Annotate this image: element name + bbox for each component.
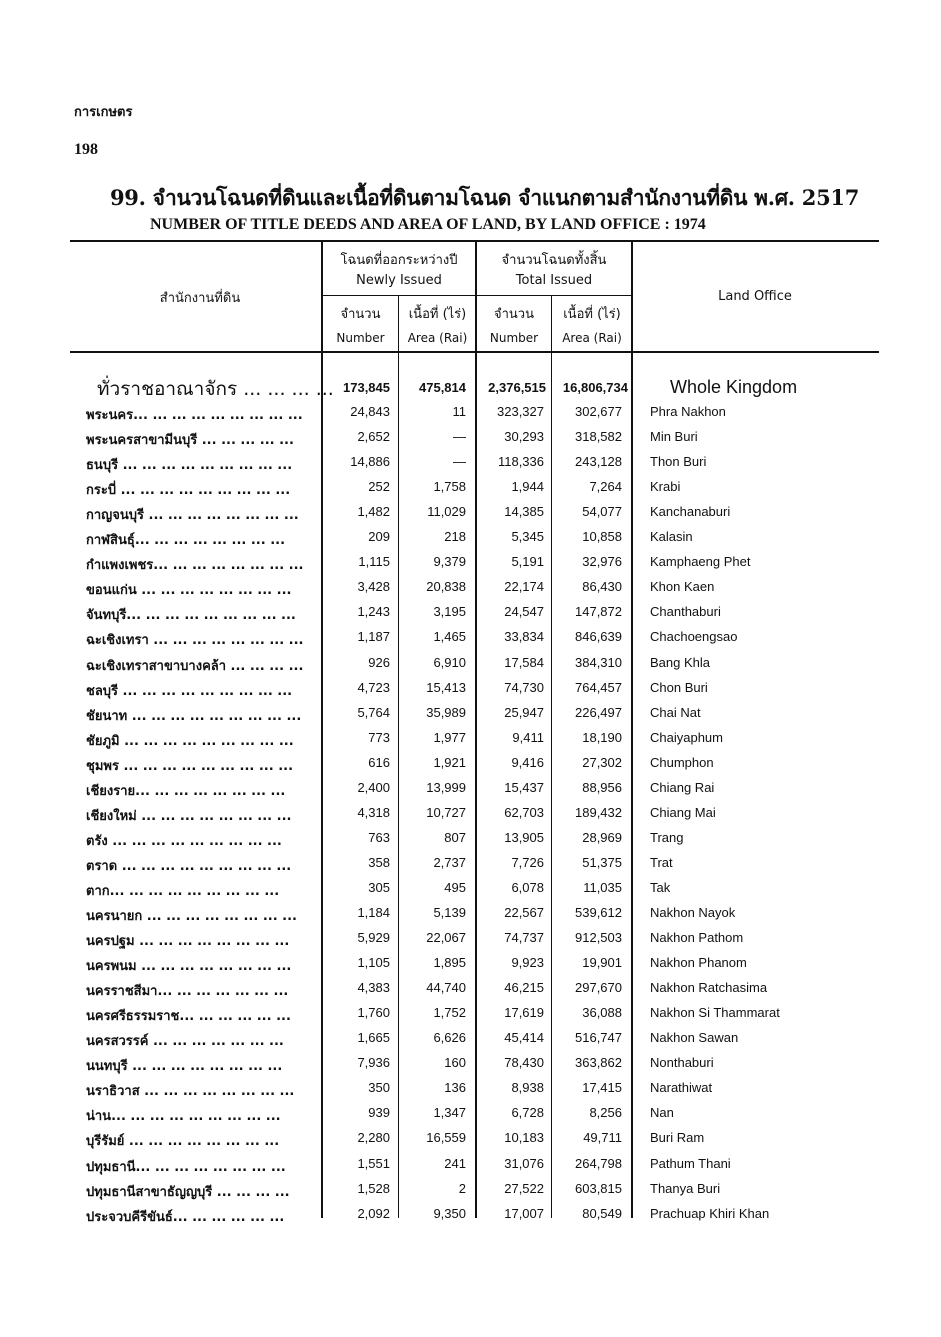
table-row: [0, 475, 941, 500]
new-number: 24,843: [350, 404, 390, 419]
office-name-thai: ปทุมธานีสาขาธัญญบุรี ... ... ... ...: [86, 1184, 290, 1200]
new-number: 5,764: [357, 704, 390, 720]
new-number: 1,105: [357, 955, 390, 971]
total-number: 9,416: [511, 754, 544, 770]
office-name-thai: ตาก... ... ... ... ... ... ... ... ...: [86, 883, 280, 899]
table-row: [0, 550, 941, 575]
new-area: 15,413: [426, 679, 466, 695]
total-number: 7,726: [511, 854, 544, 870]
table-row: [0, 1101, 941, 1126]
new-number: 305: [368, 879, 390, 895]
office-name-english: Nakhon Ratchasima: [650, 980, 768, 996]
header-total-thai: จำนวนโฉนดทั้งสิ้น: [501, 253, 607, 268]
office-name-thai: นครสวรรค์ ... ... ... ... ... ... ...: [86, 1034, 284, 1050]
new-area: 11: [452, 404, 466, 419]
header-total-english: Total Issued: [515, 273, 593, 288]
group-divider-rule: [322, 295, 632, 296]
office-name-thai: นครนายก ... ... ... ... ... ... ... ...: [86, 909, 297, 924]
new-number: 350: [368, 1080, 390, 1096]
new-number: 1,243: [357, 604, 390, 620]
total-area: 147,872: [575, 604, 622, 620]
total-area: 7,264: [589, 479, 622, 495]
table-row: [0, 1026, 941, 1051]
office-name-english: Nakhon Nayok: [650, 905, 736, 920]
new-area: 1,895: [433, 955, 466, 971]
table-row: [0, 400, 941, 425]
office-name-thai: จันทบุรี... ... ... ... ... ... ... ... ...: [86, 608, 296, 624]
total-area: 86,430: [582, 579, 622, 595]
office-name-english: Chumphon: [650, 754, 714, 770]
table-row: [0, 801, 941, 826]
new-number: 5,929: [357, 930, 390, 946]
total-number: 5,345: [511, 529, 544, 545]
total-number: 9,923: [511, 955, 544, 971]
total-area: 18,190: [582, 729, 622, 745]
new-area: —: [453, 454, 466, 470]
office-name-thai: ตรัง ... ... ... ... ... ... ... ... ...: [86, 833, 282, 849]
total-area: 8,256: [589, 1105, 622, 1121]
new-area: 22,067: [426, 930, 466, 946]
new-area: 9,350: [433, 1205, 466, 1221]
office-name-thai: น่าน... ... ... ... ... ... ... ... ...: [86, 1109, 281, 1125]
total-total-number: 2,376,515: [488, 380, 546, 395]
total-area: 264,798: [575, 1155, 622, 1171]
header-total-number-english: Number: [489, 331, 539, 345]
table-row: [0, 1152, 941, 1177]
office-name-english: Nonthaburi: [650, 1055, 714, 1071]
total-area: 88,956: [582, 779, 622, 795]
total-area: 846,639: [575, 629, 622, 645]
table-row: [0, 826, 941, 851]
total-number: 22,174: [504, 579, 544, 595]
office-name-english: Phra Nakhon: [650, 404, 726, 419]
total-area: 318,582: [575, 429, 622, 445]
table-row: [0, 651, 941, 676]
office-name-thai: กระบี่ ... ... ... ... ... ... ... ... ...: [86, 483, 291, 499]
office-name-english: Trat: [650, 854, 673, 870]
table-row: [0, 525, 941, 550]
total-number: 78,430: [504, 1055, 544, 1071]
total-number: 15,437: [504, 779, 544, 795]
total-number: 25,947: [504, 704, 544, 720]
table-row: [0, 575, 941, 600]
office-name-thai: ชลบุรี ... ... ... ... ... ... ... ... ...: [86, 683, 293, 699]
new-area: 136: [444, 1080, 466, 1096]
total-number: 74,730: [504, 679, 544, 695]
total-area: 17,415: [582, 1080, 622, 1096]
office-name-thai: ปทุมธานี... ... ... ... ... ... ... ...: [86, 1159, 286, 1175]
header-new-number-english: Number: [336, 331, 385, 345]
new-area: 1,347: [433, 1105, 466, 1121]
office-name-english: Nakhon Phanom: [650, 955, 747, 971]
office-name-thai: เชียงใหม่ ... ... ... ... ... ... ... ...: [86, 808, 292, 824]
total-label-thai: ทั่วราชอาณาจักร ... ... ... ...: [97, 378, 334, 400]
office-name-thai: ชัยภูมิ ... ... ... ... ... ... ... ... ...: [86, 733, 294, 749]
new-area: 2: [458, 1180, 466, 1196]
office-name-english: Bang Khla: [650, 654, 710, 670]
new-number: 1,528: [357, 1180, 390, 1196]
total-area: 28,969: [582, 829, 622, 845]
office-name-thai: เชียงราย... ... ... ... ... ... ... ...: [86, 783, 286, 799]
office-name-thai: กำแพงเพชร... ... ... ... ... ... ... ...: [86, 558, 304, 574]
table-row: [0, 1076, 941, 1101]
office-name-english: Min Buri: [650, 429, 698, 445]
office-name-english: Tak: [650, 879, 671, 895]
new-number: 763: [368, 829, 390, 845]
total-area: 243,128: [575, 454, 622, 470]
table-row: [0, 726, 941, 751]
table-row: [0, 701, 941, 726]
office-name-english: Nakhon Pathom: [650, 930, 744, 946]
page-number: 198: [74, 141, 98, 158]
total-area: 80,549: [582, 1205, 622, 1221]
office-name-english: Thanya Buri: [650, 1180, 721, 1196]
header-new-area-thai: เนื้อที่ (ไร่): [408, 307, 467, 322]
total-total-area: 16,806,734: [562, 380, 628, 395]
table-row: [0, 1051, 941, 1076]
office-name-english: Chanthaburi: [650, 604, 721, 620]
total-number: 27,522: [504, 1180, 544, 1196]
new-area: 1,921: [433, 754, 466, 770]
new-number: 1,184: [357, 905, 390, 920]
total-number: 30,293: [504, 429, 544, 445]
new-area: 13,999: [426, 779, 466, 795]
total-number: 24,547: [504, 604, 544, 620]
new-number: 7,936: [357, 1055, 390, 1071]
total-area: 49,711: [583, 1130, 622, 1146]
new-number: 209: [368, 529, 390, 545]
new-number: 1,760: [357, 1005, 390, 1021]
total-area: 226,497: [575, 704, 622, 720]
total-area: 11,035: [583, 879, 622, 895]
total-area: 764,457: [575, 679, 622, 695]
office-name-english: Chiang Rai: [650, 779, 715, 795]
header-total-number-thai: จำนวน: [494, 307, 534, 322]
table-title-thai: 99. จำนวนโฉนดที่ดินและเนื้อที่ดินตามโฉนด จำแนกตามสำนักงานที่ดิน พ.ศ. 2517: [110, 185, 860, 210]
total-area: 302,677: [575, 404, 622, 419]
total-number: 46,215: [504, 980, 544, 996]
new-number: 939: [368, 1105, 390, 1121]
office-name-thai: พระนคร... ... ... ... ... ... ... ... ...: [86, 408, 303, 423]
header-office-thai: สำนักงานที่ดิน: [159, 291, 241, 306]
new-number: 358: [368, 854, 390, 870]
total-number: 22,567: [504, 905, 544, 920]
total-area: 603,815: [575, 1180, 622, 1196]
table-row: [0, 1126, 941, 1151]
new-number: 773: [368, 729, 390, 745]
table-row: [0, 876, 941, 901]
table-row: [0, 976, 941, 1001]
table-row: [0, 751, 941, 776]
office-name-thai: นครพนม ... ... ... ... ... ... ... ...: [86, 959, 292, 975]
total-area: 384,310: [575, 654, 622, 670]
total-number: 17,619: [504, 1005, 544, 1021]
total-number: 74,737: [504, 930, 544, 946]
total-number: 33,834: [504, 629, 544, 645]
new-number: 4,383: [357, 980, 390, 996]
office-name-english: Kanchanaburi: [650, 504, 731, 520]
table-row: [0, 1177, 941, 1202]
table-row: [0, 676, 941, 701]
new-number: 252: [368, 479, 390, 495]
office-name-thai: ฉะเชิงเทรา ... ... ... ... ... ... ... ...: [86, 633, 304, 649]
office-name-english: Nan: [650, 1105, 674, 1121]
new-area: 218: [444, 529, 466, 545]
new-area: 241: [444, 1155, 466, 1171]
new-area: 5,139: [433, 905, 466, 920]
table-row: [0, 625, 941, 650]
total-number: 13,905: [504, 829, 544, 845]
total-area: 32,976: [582, 554, 622, 570]
office-name-english: Trang: [650, 829, 684, 845]
new-area: 3,195: [433, 604, 466, 620]
total-area: 10,858: [582, 529, 622, 545]
office-name-thai: ฉะเชิงเทราสาขาบางคล้า ... ... ... ...: [86, 658, 304, 674]
office-name-english: Thon Buri: [650, 454, 707, 470]
total-number: 118,336: [497, 454, 544, 470]
total-number: 6,728: [511, 1105, 544, 1121]
new-area: 20,838: [426, 579, 466, 595]
total-number: 31,076: [504, 1155, 544, 1171]
office-name-english: Chai Nat: [650, 704, 701, 720]
total-area: 363,862: [575, 1055, 622, 1071]
total-area: 539,612: [575, 905, 622, 920]
total-area: 36,088: [582, 1005, 622, 1021]
total-row: [0, 372, 941, 402]
total-number: 17,584: [504, 654, 544, 670]
running-head: การเกษตร: [74, 105, 133, 120]
new-number: 1,482: [357, 504, 390, 520]
table-row: [0, 1001, 941, 1026]
new-number: 1,187: [357, 629, 390, 645]
table-row: [0, 1202, 941, 1227]
new-area: 44,740: [426, 980, 466, 996]
new-area: 160: [444, 1055, 466, 1071]
office-name-english: Kalasin: [650, 529, 693, 545]
total-area: 912,503: [575, 930, 622, 946]
table-row: [0, 901, 941, 926]
total-area: 27,302: [582, 754, 622, 770]
new-number: 1,665: [357, 1030, 390, 1046]
new-area: 1,465: [433, 629, 466, 645]
office-name-english: Khon Kaen: [650, 579, 715, 595]
new-number: 2,280: [357, 1130, 390, 1146]
total-area: 54,077: [582, 504, 622, 520]
office-name-english: Krabi: [650, 479, 681, 495]
new-area: 6,910: [433, 654, 466, 670]
total-number: 14,385: [504, 504, 544, 520]
office-name-thai: ธนบุรี ... ... ... ... ... ... ... ... ...: [86, 458, 293, 474]
office-name-thai: กาญจนบุรี ... ... ... ... ... ... ... ...: [86, 508, 299, 524]
office-name-thai: ชุมพร ... ... ... ... ... ... ... ... ...: [86, 758, 294, 774]
new-number: 2,092: [357, 1205, 390, 1221]
office-name-thai: นครปฐม ... ... ... ... ... ... ... ...: [86, 934, 290, 950]
office-name-thai: นครศรีธรรมราช... ... ... ... ... ...: [86, 1009, 291, 1025]
table-row: [0, 425, 941, 450]
total-number: 1,944: [511, 479, 544, 495]
table-row: [0, 951, 941, 976]
office-name-thai: ชัยนาท ... ... ... ... ... ... ... ... ...: [86, 708, 302, 724]
new-number: 2,652: [357, 429, 390, 445]
total-area: 189,432: [575, 804, 622, 820]
total-number: 5,191: [511, 554, 544, 570]
office-name-english: Chachoengsao: [650, 629, 738, 645]
new-area: —: [453, 429, 466, 445]
total-number: 8,938: [511, 1080, 544, 1096]
total-new-area: 475,814: [419, 380, 466, 395]
header-newly-english: Newly Issued: [356, 273, 442, 288]
office-name-english: Nakhon Sawan: [650, 1030, 739, 1046]
header-total-area-english: Area (Rai): [562, 331, 622, 345]
header-total-area-thai: เนื้อที่ (ไร่): [563, 307, 621, 322]
new-area: 1,977: [433, 729, 466, 745]
office-name-thai: นครราชสีมา... ... ... ... ... ... ...: [86, 984, 289, 1000]
new-area: 16,559: [426, 1130, 466, 1146]
office-name-thai: พระนครสาขามีนบุรี ... ... ... ... ...: [86, 433, 294, 449]
new-number: 14,886: [350, 454, 390, 470]
office-name-english: Chon Buri: [650, 679, 708, 695]
total-area: 51,375: [582, 854, 622, 870]
total-number: 6,078: [511, 879, 544, 895]
office-name-thai: นนทบุรี ... ... ... ... ... ... ... ...: [86, 1059, 283, 1075]
total-number: 17,007: [504, 1205, 544, 1221]
office-name-english: Narathiwat: [650, 1080, 713, 1096]
new-area: 10,727: [426, 804, 466, 820]
office-name-english: Chaiyaphum: [650, 729, 723, 745]
total-number: 10,183: [504, 1130, 544, 1146]
new-number: 4,318: [357, 804, 390, 820]
new-number: 3,428: [357, 579, 390, 595]
new-area: 807: [444, 829, 466, 845]
total-area: 297,670: [575, 980, 622, 996]
total-number: 323,327: [497, 404, 544, 419]
office-name-thai: นราธิวาส ... ... ... ... ... ... ... ...: [86, 1084, 295, 1100]
table-row: [0, 500, 941, 525]
office-name-english: Pathum Thani: [650, 1155, 731, 1171]
table-row: [0, 450, 941, 475]
office-name-english: Prachuap Khiri Khan: [650, 1205, 770, 1221]
new-area: 2,737: [433, 854, 466, 870]
header-new-number-thai: จำนวน: [340, 307, 381, 322]
total-label-english: Whole Kingdom: [670, 377, 798, 397]
new-area: 1,758: [433, 479, 466, 495]
new-number: 616: [368, 754, 390, 770]
new-number: 926: [368, 654, 390, 670]
table-title-english: NUMBER OF TITLE DEEDS AND AREA OF LAND, BY LAND OFFICE : 1974: [150, 216, 706, 233]
header-land-office: Land Office: [718, 289, 792, 304]
office-name-thai: ประจวบคีรีขันธ์... ... ... ... ... ...: [86, 1209, 285, 1225]
total-new-number: 173,845: [343, 380, 390, 395]
new-number: 1,551: [357, 1155, 390, 1171]
page-header: [74, 104, 132, 160]
table-row: [0, 776, 941, 801]
office-name-thai: บุรีรัมย์ ... ... ... ... ... ... ... ...: [86, 1134, 280, 1150]
new-area: 495: [444, 879, 466, 895]
total-number: 62,703: [504, 804, 544, 820]
table-row: [0, 851, 941, 876]
total-area: 516,747: [575, 1030, 622, 1046]
new-area: 6,626: [433, 1030, 466, 1046]
header-new-area-english: Area (Rai): [407, 331, 468, 345]
new-area: 1,752: [433, 1005, 466, 1021]
table-row: [0, 926, 941, 951]
new-area: 9,379: [433, 554, 466, 570]
office-name-english: Kamphaeng Phet: [650, 554, 751, 570]
table-row: [0, 600, 941, 625]
total-number: 45,414: [504, 1030, 544, 1046]
new-number: 2,400: [357, 779, 390, 795]
new-area: 35,989: [426, 704, 466, 720]
office-name-english: Nakhon Si Thammarat: [650, 1005, 780, 1021]
new-number: 4,723: [357, 679, 390, 695]
total-area: 19,901: [582, 955, 622, 971]
new-number: 1,115: [358, 554, 390, 570]
header-newly-thai: โฉนดที่ออกระหว่างปี: [340, 253, 458, 268]
new-area: 11,029: [427, 504, 466, 520]
office-name-thai: ตราด ... ... ... ... ... ... ... ... ...: [86, 858, 292, 874]
office-name-english: Chiang Mai: [650, 804, 716, 820]
office-name-english: Buri Ram: [650, 1130, 705, 1146]
total-number: 9,411: [512, 729, 544, 745]
office-name-thai: กาฬสินธุ์... ... ... ... ... ... ... ...: [86, 533, 286, 549]
office-name-thai: ขอนแก่น ... ... ... ... ... ... ... ...: [86, 583, 292, 599]
